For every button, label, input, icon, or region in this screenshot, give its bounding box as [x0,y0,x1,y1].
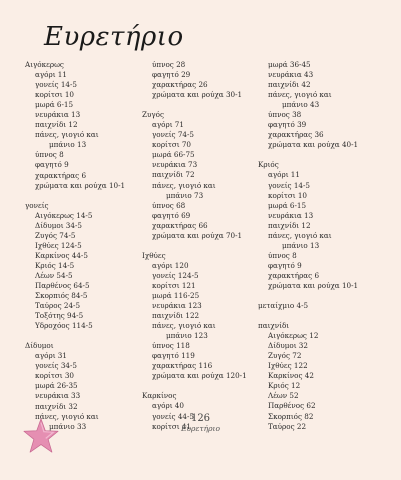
index-entry: νευράκια 43 [268,70,314,80]
index-entry: Ζυγός 72 [268,351,302,361]
index-entry: χαρακτήρας 66 [152,220,208,230]
index-entry: μωρά 6-15 [268,200,307,210]
index-spacer [25,191,140,201]
index-entry: αγόρι 11 [35,70,67,80]
index-entry: Ταύρος 24-5 [35,301,81,311]
index-entry: κορίτσι 70 [152,140,191,150]
index-entry: πάνες, γιογιό και [152,321,216,331]
index-entry: κορίτσι 30 [35,371,74,381]
index-entry: Δίδυμοι 34-5 [35,220,82,230]
index-entry: ύπνος 8 [268,250,297,260]
index-entry: Λέων 54-5 [35,270,73,280]
index-entry: Ιχθύες 124-5 [35,240,82,250]
index-entry: Σκορπιός 84-5 [35,291,88,301]
index-entry: φαγητό 29 [152,70,191,80]
index-entry: αγόρι 120 [152,260,189,270]
index-entry: χρώματα και ρούχα 120-1 [152,371,247,381]
index-entry: πάνες, γιογιό και [152,180,216,190]
index-entry: γονείς 14-5 [268,180,310,190]
index-entry: γονείς 74-5 [152,130,194,140]
index-entry: Σκορπιός 82 [268,411,314,421]
index-entry: Κριός 14-5 [35,260,75,270]
index-entry: παιχνίδι 42 [268,80,311,90]
index-entry: παιχνίδι 32 [35,401,78,411]
index-entry: μπάνιο 123 [166,331,208,341]
index-entry: νευράκια 33 [35,391,81,401]
index-entry: παιχνίδι 12 [268,220,311,230]
index-entry: φαγητό 69 [152,210,191,220]
index-entry: μωρά 26-35 [35,381,78,391]
index-entry: μπάνιο 73 [166,190,204,200]
index-entry: Αιγόκερως 14-5 [35,210,93,220]
index-entry: γονείς 34-5 [35,361,77,371]
index-entry: χρώματα και ρούχα 10-1 [268,280,359,290]
index-entry: γονείς 44-5 [152,411,194,421]
index-column-2 [142,60,257,432]
index-heading: Δίδυμοι [25,341,54,351]
index-entry: μπάνιο 13 [282,240,320,250]
index-entry: Λέων 52 [268,391,299,401]
index-spacer [142,241,257,251]
index-entry: γονείς 14-5 [35,80,77,90]
index-entry: χρώματα και ρούχα 10-1 [35,180,126,190]
index-entry: χαρακτήρας 26 [152,80,208,90]
index-spacer [258,150,373,160]
index-entry: ύπνος 28 [152,60,186,69]
running-title: Ευρετήριο [181,424,220,433]
index-heading: Ζυγός [142,110,165,120]
index-entry: μωρά 116-25 [152,290,200,300]
index-entry: αγόρι 40 [152,401,184,411]
index-heading: Αιγόκερως [25,60,64,69]
index-entry: χρώματα και ρούχα 70-1 [152,230,243,240]
index-entry: Καρκίνος 42 [268,371,314,381]
index-entry: πάνες, γιογιό και [35,130,99,140]
index-entry: πάνες, γιογιό και [268,230,332,240]
index-entry: Δίδυμοι 32 [268,341,308,351]
index-entry: ύπνος 118 [152,341,190,351]
index-entry: χρώματα και ρούχα 40-1 [268,140,359,150]
index-entry: Ταύρος 22 [268,421,307,431]
index-heading: Ιχθύες [142,250,166,260]
index-spacer [142,100,257,110]
index-entry: χαρακτήρας 6 [35,170,87,180]
index-entry: ύπνος 68 [152,200,186,210]
index-entry: φαγητό 119 [152,351,195,361]
index-entry: αγόρι 31 [35,351,67,361]
index-entry: ύπνος 38 [268,110,302,120]
index-heading: γονείς [25,200,49,210]
index-entry: χρώματα και ρούχα 30-1 [152,90,243,100]
index-entry: Τοξότης 94-5 [35,311,84,321]
index-column-1 [25,60,140,432]
index-entry: Ζυγός 74-5 [35,230,76,240]
index-entry: κορίτσι 121 [152,280,196,290]
index-spacer [258,291,373,301]
index-heading: μεταίχμιο 4-5 [258,301,309,311]
index-entry: παιχνίδι 122 [152,311,200,321]
index-entry: φαγητό 9 [35,160,69,170]
index-entry: χαρακτήρας 116 [152,361,213,371]
index-entry: νευράκια 123 [152,301,202,311]
index-entry: αγόρι 11 [268,170,300,180]
index-column-3 [258,60,373,432]
index-entry: γονείς 124-5 [152,270,199,280]
index-entry: μωρά 66-75 [152,150,195,160]
index-entry: παιχνίδι 12 [35,120,78,130]
index-entry: νευράκια 73 [152,160,198,170]
index-entry: αγόρι 71 [152,120,184,130]
index-entry: μωρά 36-45 [268,60,311,69]
index-entry: νευράκια 13 [35,110,81,120]
index-entry: μωρά 6-15 [35,100,74,110]
index-heading: Καρκίνος [142,391,177,401]
index-entry: πάνες, γιογιό και [35,411,99,421]
index-entry: πάνες, γιογιό και [268,90,332,100]
index-entry: Αιγόκερως 12 [268,331,319,341]
index-entry: χαρακτήρας 36 [268,130,324,140]
index-entry: μπάνιο 43 [282,100,320,110]
index-entry: Ιχθύες 122 [268,361,308,371]
index-entry: κορίτσι 41 [152,421,191,431]
index-entry: νευράκια 13 [268,210,314,220]
index-entry: Κριός 12 [268,381,301,391]
index-entry: φαγητό 9 [268,260,302,270]
index-entry: φαγητό 39 [268,120,307,130]
index-entry: κορίτσι 10 [268,190,307,200]
index-entry: μπάνιο 33 [49,421,87,431]
index-spacer [258,311,373,321]
page-title: Ευρετήριο [44,22,184,52]
index-entry: Παρθένος 64-5 [35,280,90,290]
index-entry: Παρθένος 62 [268,401,316,411]
index-heading: παιχνίδι [258,321,290,331]
index-entry: Καρκίνος 44-5 [35,250,88,260]
index-entry: ύπνος 8 [35,150,64,160]
index-spacer [25,331,140,341]
index-entry: παιχνίδι 72 [152,170,195,180]
index-entry: Υδροχόος 114-5 [35,321,93,331]
index-heading: Κριός [258,160,279,170]
index-entry: χαρακτήρας 6 [268,270,320,280]
index-spacer [142,381,257,391]
page-number: 126 [190,413,211,424]
index-entry: μπάνιο 13 [49,140,87,150]
index-entry: κορίτσι 10 [35,90,74,100]
